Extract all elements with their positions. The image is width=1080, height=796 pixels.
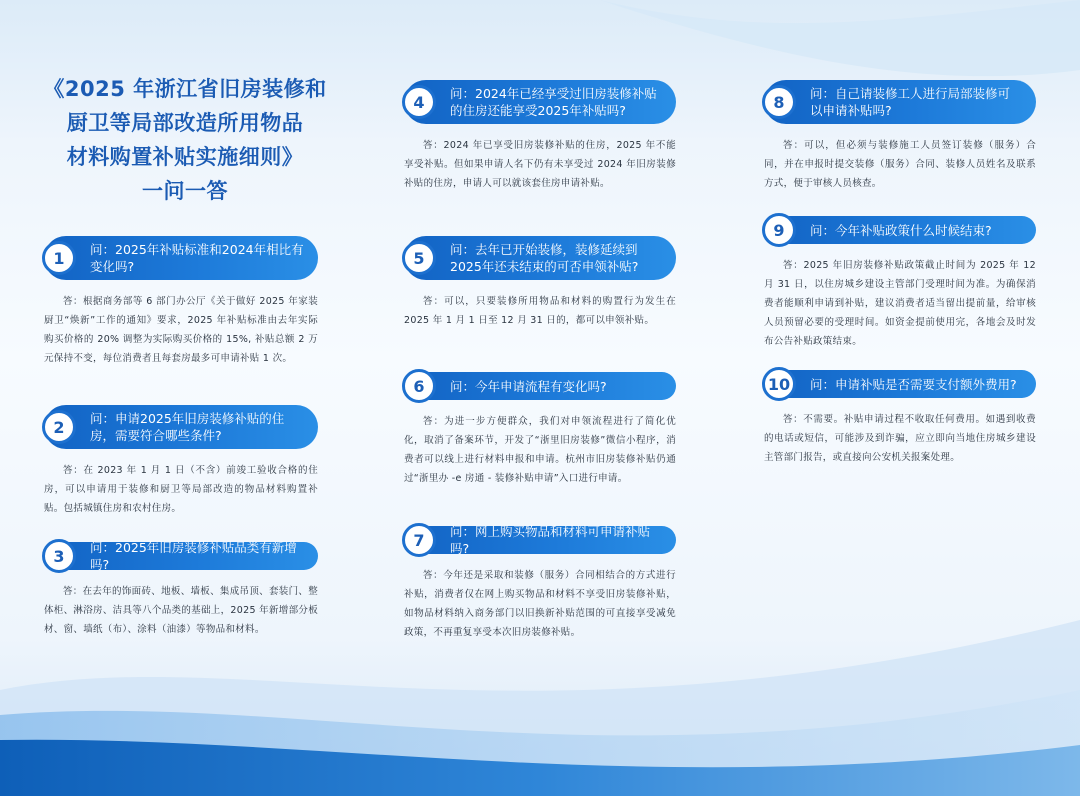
question-number-badge: 5: [402, 241, 436, 275]
title-line-1: 《2025 年浙江省旧房装修和: [43, 77, 327, 101]
question-bar-1: [44, 236, 318, 280]
question-number-badge: 4: [402, 85, 436, 119]
question-bar-3: [44, 542, 318, 570]
question-text: 问：网上购买物品和材料可申请补贴吗?: [450, 524, 651, 556]
qa-item-8: [764, 80, 1036, 193]
question-number-badge: 6: [402, 369, 436, 403]
answer-text: 答：今年还是采取和装修（服务）合同相结合的方式进行补贴，消费者仅在网上购买物品和材料不享受旧房装修补贴，如物品材料纳入商务部门以旧换新补贴范围的可直接享受减免政策，不再重复享受本次旧房装修补贴。: [404, 570, 676, 638]
page-title: [30, 72, 340, 208]
title-line-3: 材料购置补贴实施细则》: [66, 145, 304, 169]
qa-item-9: [764, 216, 1036, 351]
answer-text: 答：2025 年旧房装修补贴政策截止时间为 2025 年 12 月 31 日，以住房城乡建设主管部门受理时间为准。为确保消费者能顺利申请到补贴，建议消费者适当留出提前量，给审核人员预留必要的受理时间。如资金提前使用完，各地会及时发布公告补贴政策结束。: [764, 260, 1036, 347]
question-bar-8: [764, 80, 1036, 124]
answer-text: 答：可以，但必须与装修施工人员签订装修（服务）合同，并在申报时提交装修（服务）合同、装修人员姓名及联系方式，便于审核人员核查。: [764, 140, 1036, 189]
question-number-badge: 7: [402, 523, 436, 557]
question-number-badge: 8: [762, 85, 796, 119]
question-number-badge: 1: [42, 241, 76, 275]
answer-text: 答：根据商务部等 6 部门办公厅《关于做好 2025 年家装厨卫“焕新”工作的通知》要求，2025 年补贴标准由去年实际购买价格的 20% 调整为实际购买价格的 15%, 补贴总额 2 万元保持不变，每位消费者且每套房最多可申请补贴 1 次。: [44, 296, 318, 364]
qa-item-1: [44, 236, 318, 368]
question-text: 问：去年已开始装修，装修延续到2025年还未结束的可否申领补贴?: [450, 242, 639, 274]
qa-item-7: [404, 526, 676, 642]
question-text: 问：今年补贴政策什么时候结束?: [810, 222, 992, 238]
question-text: 问：申请2025年旧房装修补贴的住房，需要符合哪些条件?: [90, 411, 285, 443]
question-number-badge: 2: [42, 410, 76, 444]
qa-item-4: [404, 80, 676, 193]
title-line-2: 厨卫等局部改造所用物品: [66, 111, 304, 135]
question-text: 问：2024年已经享受过旧房装修补贴的住房还能享受2025年补贴吗?: [450, 86, 657, 118]
answer-text: 答：在 2023 年 1 月 1 日（不含）前竣工验收合格的住房，可以申请用于装修和厨卫等局部改造的物品材料购置补贴。包括城镇住房和农村住房。: [44, 465, 318, 514]
question-number-badge: 10: [762, 367, 796, 401]
question-bar-9: [764, 216, 1036, 244]
question-bar-4: [404, 80, 676, 124]
question-text: 问：今年申请流程有变化吗?: [450, 378, 607, 394]
question-bar-10: [764, 370, 1036, 398]
question-text: 问：自己请装修工人进行局部装修可以申请补贴吗?: [810, 86, 1011, 118]
question-text: 问：2025年旧房装修补贴品类有新增吗?: [90, 540, 297, 572]
answer-text: 答：可以，只要装修所用物品和材料的购置行为发生在 2025 年 1 月 1 日至 12 月 31 日的，都可以申领补贴。: [404, 296, 676, 326]
qa-item-5: [404, 236, 676, 330]
qa-item-2: [44, 405, 318, 518]
question-number-badge: 9: [762, 213, 796, 247]
question-text: 问：申请补贴是否需要支付额外费用?: [810, 376, 1017, 392]
qa-item-3: [44, 542, 318, 639]
qa-item-10: [764, 370, 1036, 467]
question-bar-5: [404, 236, 676, 280]
qa-item-6: [404, 372, 676, 488]
answer-text: 答：2024 年已享受旧房装修补贴的住房，2025 年不能享受补贴。但如果申请人名下仍有未享受过 2024 年旧房装修补贴的住房，申请人可以就该套住房申请补贴。: [404, 140, 676, 189]
title-line-4: 一问一答: [142, 179, 228, 203]
answer-text: 答：不需要。补贴申请过程不收取任何费用。如遇到收费的电话或短信，可能涉及到诈骗，应立即向当地住房城乡建设主管部门报告，或直接向公安机关报案处理。: [764, 414, 1036, 463]
answer-text: 答：为进一步方便群众，我们对申领流程进行了简化优化，取消了备案环节，开发了“浙里旧房装修”微信小程序，消费者可以线上进行材料申报和申请。杭州市旧房装修补贴仍通过“浙里办 -e 房通 - 装修补贴申请”入口进行申请。: [404, 416, 676, 484]
answer-text: 答：在去年的饰面砖、地板、墙板、集成吊顶、套装门、整体柜、淋浴房、洁具等八个品类的基础上，2025 年新增部分板材、窗、墙纸（布）、涂料（油漆）等物品和材料。: [44, 586, 318, 635]
question-bar-7: [404, 526, 676, 554]
question-number-badge: 3: [42, 539, 76, 573]
question-text: 问：2025年补贴标准和2024年相比有变化吗?: [90, 242, 304, 274]
question-bar-2: [44, 405, 318, 449]
question-bar-6: [404, 372, 676, 400]
